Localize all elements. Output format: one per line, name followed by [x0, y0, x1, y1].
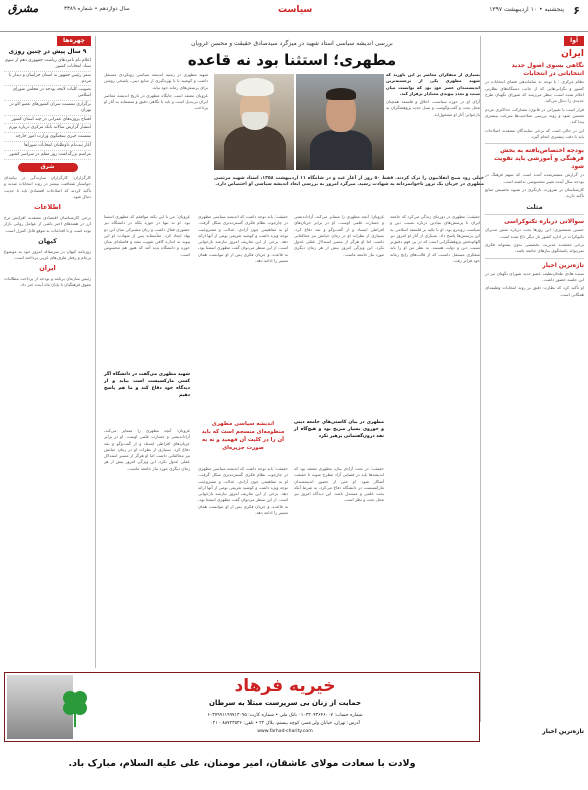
divider	[485, 143, 584, 144]
source-logo: مثلث	[526, 202, 543, 211]
intro-paragraph: شهید مطهری در زمینه اندیشه سیاسی رویکردی مستقل داشت و کوشید تا با بهره‌گیری از منابع دینی، پاسخی روشن برای پرسش‌های زمانه خود بیابد.	[104, 72, 208, 90]
article-column: غرویان: آنچه مطهری را متمایز می‌کند، آزاداندیشی و جسارت علمی اوست. او در برابر جریان‌های افراطی ایستاد و از گفت‌وگو و نقد دفاع کرد. بسیاری از نظرات او در زمان حیاتش نیز مخالفانی داشت اما او هرگز از مسیر استدلال عقلی عدول نکرد. این ویژگی امروز بیش از هر زمان دیگری مورد نیاز جامعه ماست.	[294, 214, 384, 257]
story-paragraph: این در حالی است که برخی نمایندگان معتقدند اصلاحات باید با دقت بیشتری انجام گیرد.	[485, 127, 584, 139]
right-column-footer	[480, 726, 584, 737]
pull-quote: مطهری در بیان کاستی‌های جامعه دینی و حوزوی بسیار صریح بود و هیچ‌گاه از نقد درون‌گفتمانی پرهیز نکرد	[294, 420, 384, 439]
story-paragraph: او تأکید کرد که نظارت دقیق بر روند انتخابات وظیفه‌ای همگانی است.	[485, 285, 584, 297]
story-title: نگاهی بسوی اصول جدید انتخاباتی در انتخابات	[511, 62, 584, 78]
pull-quote: اندیشه سیاسی مطهری منظومه‌ای منسجم است که باید آن را در کلیت آن فهمید و نه به صورت جزیره‌ای	[201, 421, 285, 452]
list-item: نشست خبری سخنگوی وزارت امور خارجه	[4, 133, 91, 142]
article-column: حقیقت: باید توجه داشت که اندیشه سیاسی مطهری در چارچوب نظام فکری گسترده‌تری شکل گرفت. او به مفاهیمی چون آزادی، عدالت و مشروعیت توجه ویژه داشت و کوشید تعریفی بومی از آنها ارائه دهد. برخی از این تعاریف امروز نیازمند بازخوانی است. از این منظر می‌توان گفت مطهری استثنا بود، نه قاعده، و جریان فکری پس از او نتوانست همان مسیر را ادامه دهد.	[198, 466, 288, 516]
article-column: غرویان: آنچه مطهری را متمایز می‌کند، آزاداندیشی و جسارت علمی اوست. او در برابر جریان‌های افراطی ایستاد و از گفت‌وگو و نقد دفاع کرد. بسیاری از نظرات او در زمان حیاتش نیز مخالفانی داشت اما او هرگز از مسیر استدلال عقلی عدول نکرد. این ویژگی امروز بیش از هر زمان دیگری مورد نیاز جامعه ماست.	[104, 428, 190, 471]
article-column: حقیقت: در بحث آزادی بیان، مطهری معتقد بود که اندیشه‌ها باید در فضایی آزاد مطرح شوند تا حقیقت آشکار شود. او حتی از حضور اندیشمندان مارکسیست در دانشگاه دفاع می‌کرد، به شرط آنکه بحث علمی و مستدل باشد. این دیدگاه امروز نیز محل بحث و نظر است.	[294, 466, 384, 503]
cleric-photo	[214, 74, 294, 170]
story-paragraph: کارگزاران: کارگزاران سازندگی در بیانیه‌ای خواستار شفافیت بیشتر در روند انتخابات شدند و تأکید کردند که اصلاحات اقتصادی باید با جدیت دنبال شود.	[4, 174, 91, 199]
intro-paragraph: بسیاری از متفکران معاصر بر این باورند که شهید مطهری یکی از برجسته‌ترین اندیشمندان عصر خود بود که توانست میان سنت و تجدد پیوندی معنادار برقرار کند.	[386, 72, 480, 96]
issue-date: پنجشنبه • ۱۰ اردیبهشت ۱۳۹۷	[489, 6, 564, 13]
ad-title: خیریه فرهاد	[234, 676, 336, 696]
right-column	[480, 36, 584, 722]
source-logo: شرق	[18, 163, 78, 172]
page-header	[0, 0, 588, 32]
story-paragraph: کارشناسان بر ضرورت بازنگری در شیوه تخصیص منابع تأکید دارند.	[485, 186, 584, 199]
newspaper-logo: مشرق	[8, 2, 39, 15]
list-item: تصویب کلیات لایحه بودجه در مجلس شورای اسلامی	[4, 86, 91, 101]
story-paragraph: برخی کارشناسان اقتصادی معتقدند افزایش نرخ ارز در هفته‌های اخیر ناشی از عوامل روانی بازار بوده است و با اقدامات به موقع قابل کنترل است.	[4, 214, 91, 233]
story-paragraph: قرار است با تغییراتی در قانون، مشارکت حداکثری مردم تضمین شود و روند بررسی صلاحیت‌ها سرعت بیشتری پیدا کند.	[485, 106, 584, 125]
story-paragraph: حسین شمشیری: این روزها بحث درباره نقش مدیران تکنوکرات در اداره کشور بار دیگر داغ شده است.	[485, 227, 584, 239]
congratulation-banner: ولادت با سعادت مولای عاشقان، امیر مومنان، علی علیه السلام، مبارک باد.	[68, 758, 416, 769]
divider	[485, 258, 584, 259]
source-logo: ایران	[39, 264, 56, 273]
column-tab: آوا	[564, 36, 584, 46]
article-intro-left	[104, 72, 208, 112]
source-logo: ایران	[561, 49, 584, 60]
article-column: حقیقت: مطهری در دوره‌ای زندگی می‌کرد که جامعه ایران با پرسش‌های بنیادین درباره نسبت دین و سیاست روبه‌رو بود. او با تکیه بر فلسفه اسلامی به این پرسش‌ها پاسخ داد. بسیاری از آثار او امروز نیز الهام‌بخش پژوهشگرانی است که در پی فهم دقیق‌تر نسبت دین و دولت هستند. به نظر من او را باید متفکری مستقل دانست که از قالب‌های رایج زمانه خود فراتر رفت.	[390, 214, 480, 264]
story-title: تازه‌ترین اخبار	[542, 261, 584, 269]
story-paragraph: روزنامه کیهان در سرمقاله امروز خود به موضوع برجام و رفتار طرف‌های غربی پرداخته است.	[4, 248, 91, 260]
ad-subtitle: حمایت از زنان بی سرپرست مبتلا به سرطان	[208, 699, 362, 707]
speaker-photo	[296, 74, 384, 170]
source-logo: کیهان	[38, 236, 57, 245]
list-item: مراسم بزرگداشت روز معلم در سراسر کشور	[4, 151, 91, 160]
source-logo: اطلاعات	[34, 203, 61, 212]
pull-quote: شهید مطهری می‌گفت در دانشگاه اگر کسی مارکسیست است بیاید و از دیدگاه خود دفاع کند و ما هم پاسخ دهیم	[104, 372, 190, 398]
ad-website: www.farhad-charity.com	[257, 729, 313, 734]
article-intro-right	[386, 72, 480, 118]
issue-number: سال دوازدهم • شماره ۳۳۸۹	[64, 6, 130, 12]
story-paragraph: رئیس سازمان برنامه و بودجه از پرداخت مطالبات معوق فرهنگیان تا پایان ماه آینده خبر داد.	[4, 275, 91, 288]
story-paragraph: در گزارش منتشرشده آمده است که سهم فرهنگ در بودجه سال آینده تغییر محسوسی نداشته است.	[485, 172, 584, 184]
list-item: افتتاح پروژه‌های عمرانی در چند استان کشور	[4, 116, 91, 125]
list-item: اعلام نام نامزدهای ریاست جمهوری دهم از سوی ستاد انتخابات کشور	[4, 57, 91, 72]
list-item: برگزاری نشست سران کشورهای عضو اکو در تهران	[4, 101, 91, 116]
story-paragraph: برخی معتقدند مدیریت تخصصی بدون پشتوانه فکری نمی‌تواند پاسخگوی نیازهای جامعه باشد.	[485, 242, 584, 254]
clover-icon	[61, 689, 89, 729]
charity-ad	[4, 672, 480, 742]
section-title: سیاست	[278, 5, 313, 15]
left-column	[4, 36, 96, 668]
box-title: ۹ سال پیش در چنین روزی	[8, 48, 87, 56]
ad-address: آدرس: تهران، خیابان ولی‌عصر، کوچه بیستم، پلاک ۲۲ • تلفن: ۸۸۷۲۳۵۳۶ - ۰۲۱	[210, 721, 360, 726]
story-title: بودجه اختصاص‌یافته به بخش فرهنگی و آموزشی باید تقویت شود	[493, 147, 584, 171]
main-article	[104, 36, 484, 668]
divider	[485, 214, 584, 215]
article-kicker: بررسی اندیشه سیاسی استاد شهید در میزگرد سیدصادق حقیقت و محسن غرویان	[191, 40, 393, 47]
story-title: تازه‌ترین اخبار	[542, 728, 584, 735]
article-column: غرویان: من با این نکته موافقم که مطهری استثنا بود. او نه تنها در حوزه بلکه در دانشگاه نیز حضوری فعال داشت و زبان مشترکی میان این دو نهاد ایجاد کرد. متأسفانه پس از شهادت او این پیوند به اندازه کافی تقویت نشد و فاصله‌ای میان حوزه و دانشگاه پدید آمد که هنوز هم محسوس است.	[104, 214, 190, 257]
story-paragraph: سیده هادی طحان‌نظیف عضو جدید شورای نگهبان نیز در این جلسه حضور داشت.	[485, 270, 584, 282]
article-column: حقیقت: باید توجه داشت که اندیشه سیاسی مطهری در چارچوب نظام فکری گسترده‌تری شکل گرفت. او به مفاهیمی چون آزادی، عدالت و مشروعیت توجه ویژه داشت و کوشید تعریفی بومی از آنها ارائه دهد. برخی از این تعاریف امروز نیازمند بازخوانی است. از این منظر می‌توان گفت مطهری استثنا بود، نه قاعده، و جریان فکری پس از او نتوانست همان مسیر را ادامه دهد.	[198, 214, 288, 264]
intro-paragraph: غرویان معتقد است جایگاه مطهری در تاریخ اندیشه معاصر ایران بی‌بدیل است و باید با نگاهی دقیق و منصفانه به آثار او پرداخت.	[104, 92, 208, 111]
story-paragraph: نظام مرکزی : با توجه به ساماندهی فضای انتخابات در کشور و نگرانی‌هایی که از جانب دستگاه‌های نظارتی اعلام شده است، بنظر می‌رسد که شورای نگهبان طرح جدیدی را دنبال می‌کند.	[485, 79, 584, 104]
story-title: سوالاتی درباره تکنوکراسی	[504, 218, 584, 226]
column-tab: چهره‌ها	[57, 36, 91, 46]
article-lead: خیلی زود صبح انقلابیون را ترک کردند. فقط ۵۰ روز از آغاز عید و در شامگاه ۱۱ اردیبهشت ۱۳۵۸، استاد شهید مرتضی مطهری در جریان یک ترور ناجوانمردانه به شهادت رسید. میزگرد امروز به بررسی ابعاد اندیشه سیاسی او اختصاص دارد.	[214, 176, 484, 188]
list-item: سفر رئیس جمهور به استان خراسان و دیدار با مردم	[4, 72, 91, 87]
list-item: آغاز ثبت‌نام داوطلبان انتخابات شوراها	[4, 142, 91, 151]
page-number: ۶	[573, 4, 580, 17]
intro-paragraph: آرای او در حوزه سیاست، اخلاق و فلسفه همچنان محل بحث و گفت‌وگوست و نسل جدید پژوهشگران به بازخوانی آثار او مشغول‌اند.	[386, 99, 480, 117]
ad-bank-info: شماره حساب: ۰۱۰۳۳۰۴۳۶۴۶۰۰۷ بانک ملی • شماره کارت: ۶۰۳۷۹۹۱۱۹۹۷۱۳۰۹۵	[207, 713, 363, 718]
article-headline: مطهری؛ استثنا بود نه قاعده	[187, 51, 397, 69]
list-item: انتشار گزارش سالانه بانک مرکزی درباره تورم	[4, 124, 91, 133]
